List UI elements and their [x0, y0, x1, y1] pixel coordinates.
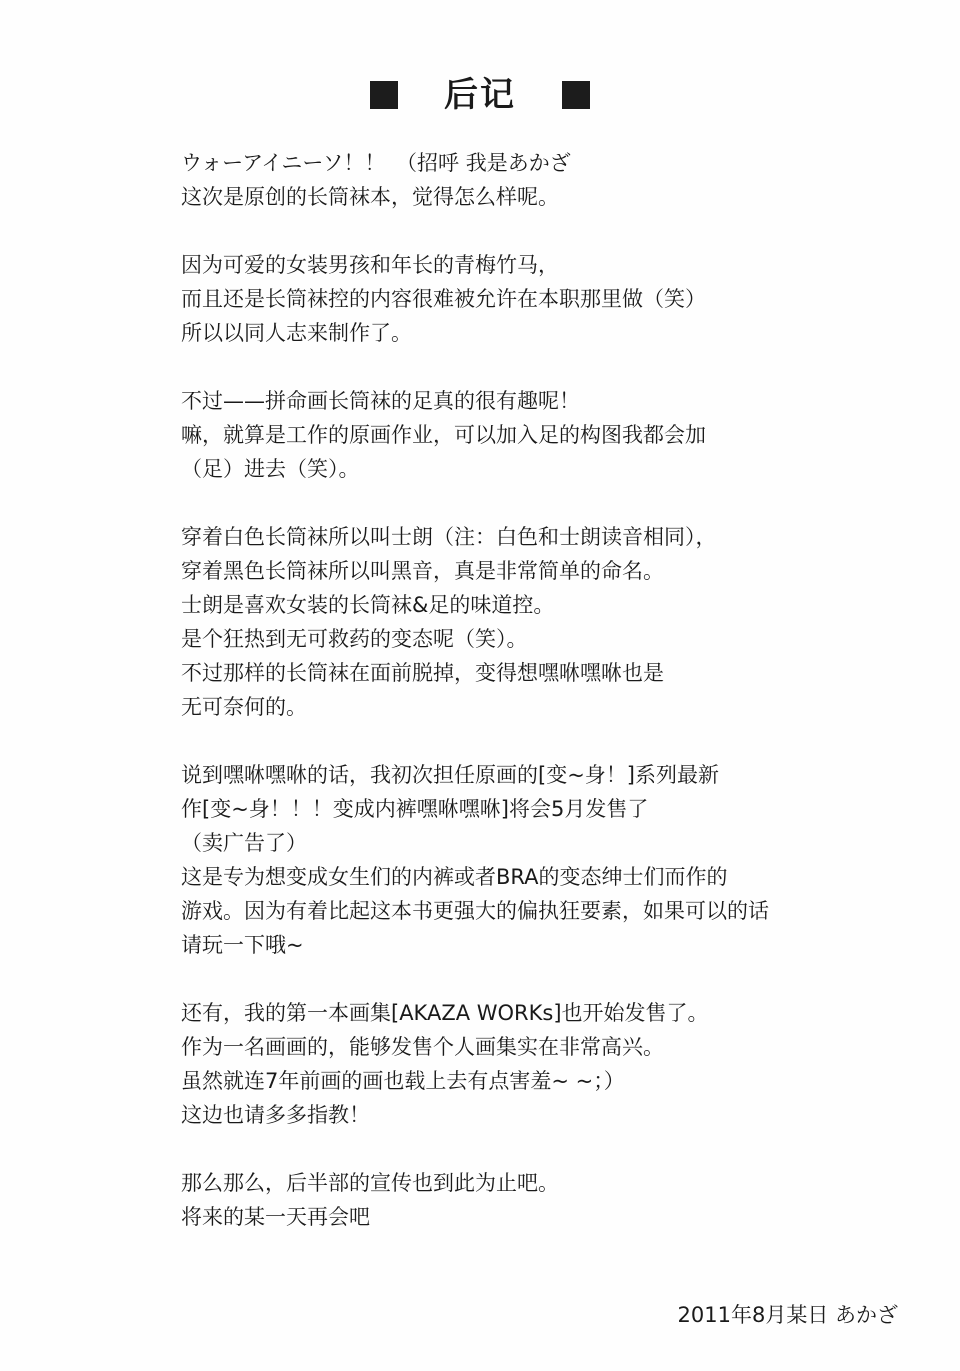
text-line: （卖广告了） — [181, 831, 307, 855]
text-line: 因为可爱的女装男孩和年长的青梅竹马， — [181, 253, 559, 277]
square-bullet-icon — [562, 81, 590, 109]
text-line: 还有，我的第一本画集[AKAZA WORKs]也开始发售了。 — [181, 1001, 709, 1025]
text-line: 虽然就连7年前画的画也载上去有点害羞~ ~；） — [181, 1069, 625, 1093]
text-line: 所以以同人志来制作了。 — [181, 321, 412, 345]
paragraph — [181, 1166, 881, 1234]
text-line: 说到嘿咻嘿咻的话，我初次担任原画的[变~身！]系列最新 — [181, 763, 719, 787]
paragraph — [181, 384, 881, 486]
text-line: 这次是原创的长筒袜本，觉得怎么样呢。 — [181, 185, 559, 209]
text-line: 穿着白色长筒袜所以叫士朗（注：白色和士朗读音相同）， — [181, 525, 717, 549]
text-line: 作为一名画画的，能够发售个人画集实在非常高兴。 — [181, 1035, 664, 1059]
page-title: 后记 — [444, 75, 516, 115]
text-line: 士朗是喜欢女装的长筒袜&足的味道控。 — [181, 593, 555, 617]
text-line: 请玩一下哦~ — [181, 933, 304, 957]
text-line: 而且还是长筒袜控的内容很难被允许在本职那里做（笑） — [181, 287, 706, 311]
text-line: 这边也请多多指教！ — [181, 1103, 370, 1127]
text-line: 将来的某一天再会吧 — [181, 1205, 370, 1229]
paragraph — [181, 146, 881, 214]
text-line: 无可奈何的。 — [181, 695, 307, 719]
text-line: （足）进去（笑）。 — [181, 457, 360, 481]
text-line: 游戏。因为有着比起这本书更强大的偏执狂要素，如果可以的话 — [181, 899, 769, 923]
paragraph — [181, 758, 881, 962]
afterword-body — [181, 146, 881, 1268]
title-row — [0, 70, 960, 120]
text-line: 作[变~身！！！变成内裤嘿咻嘿咻]将会5月发售了 — [181, 797, 649, 821]
text-line: ウォーアイニーソ！！ （招呼 我是あかざ — [181, 151, 571, 175]
square-bullet-icon — [370, 81, 398, 109]
text-line: 这是专为想变成女生们的内裤或者BRA的变态绅士们而作的 — [181, 865, 728, 889]
paragraph — [181, 520, 881, 724]
text-line: 不过那样的长筒袜在面前脱掉，变得想嘿咻嘿咻也是 — [181, 661, 664, 685]
paragraph — [181, 996, 881, 1132]
text-line: 嘛，就算是工作的原画作业，可以加入足的构图我都会加 — [181, 423, 706, 447]
paragraph — [181, 248, 881, 350]
text-line: 穿着黑色长筒袜所以叫黑音，真是非常简单的命名。 — [181, 559, 664, 583]
text-line: 那么那么，后半部的宣传也到此为止吧。 — [181, 1171, 559, 1195]
text-line: 不过——拼命画长筒袜的足真的很有趣呢！ — [181, 389, 580, 413]
signature-date: 2011年8月某日 あかざ — [677, 1303, 898, 1327]
text-line: 是个狂热到无可救药的变态呢（笑）。 — [181, 627, 528, 651]
